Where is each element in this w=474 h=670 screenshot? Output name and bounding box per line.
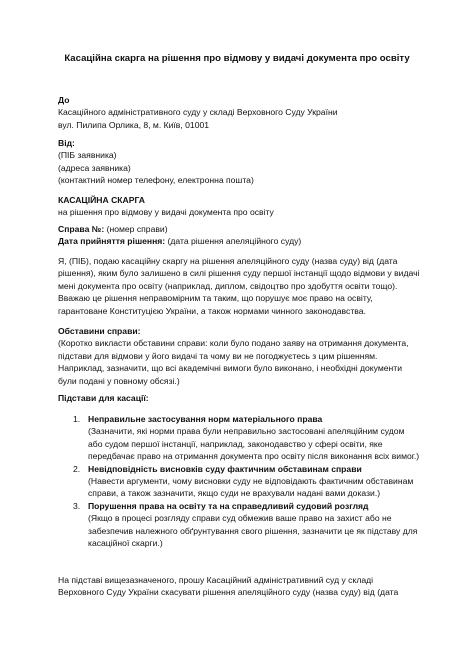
recipient-court: Касаційного адміністративного суду у складі Верховного Суду України — [58, 107, 338, 118]
intro-paragraph: Я, (ПІБ), подаю касаційну скаргу на рішення апеляційного суду (назва суду) від (дата рішення), яким було залишено в силі рішення суду першої інстанції щодо відмови у видачі мені документа про освіту (наприклад, диплом, свідоцтво про здобуття освіти тощо). Вважаю це рішення неправомірним та таким, що порушує моє право на освіту, гарантоване Конституцією України, а також нормами чинного законодавства. — [58, 256, 420, 316]
grounds-item-number: 2. — [73, 463, 81, 474]
circumstances-section — [58, 325, 420, 387]
decision-date-label: Дата прийняття рішення: — [58, 236, 166, 247]
sender-contacts: (контактний номер телефону, електронна пошта) — [58, 175, 254, 186]
complaint-heading — [58, 194, 420, 219]
grounds-section — [58, 392, 420, 404]
sender-block — [58, 137, 420, 187]
sender-name: (ПІБ заявника) — [58, 150, 117, 161]
decision-date-value: (дата рішення апеляційного суду) — [167, 236, 302, 247]
grounds-item — [58, 413, 420, 463]
grounds-item — [58, 500, 420, 550]
grounds-label: Підстави для касації: — [58, 393, 149, 403]
closing-paragraph: На підставі вищезазначеного, прошу Касаційний адміністративний суд у складі Верховного Суду України скасувати рішення апеляційного суду (назва суду) від (дата — [58, 575, 399, 598]
grounds-item-number: 1. — [73, 414, 81, 424]
complaint-title: КАСАЦІЙНА СКАРГА — [58, 195, 146, 205]
recipient-block — [58, 94, 420, 131]
grounds-item-number: 3. — [73, 500, 81, 511]
case-number-value: (номер справи) — [106, 224, 168, 234]
grounds-item-title: Порушення права на освіту та на справедливий судовий розгляд — [88, 500, 369, 511]
grounds-list — [58, 413, 420, 549]
circumstances-text: (Коротко викласти обставини справи: коли було подано заяву на отримання документа, підстави для відмови у його видачі та чому ви не погоджуєтесь з цим рішенням. Наприклад, зазначити, що всі академічні вимоги було виконано, і необхідні документи були подані у повному обсязі.) — [58, 338, 409, 386]
sender-address: (адреса заявника) — [58, 162, 131, 173]
grounds-item-text: (Зазначити, які норми права були неправильно застосовані апеляційним судом або судом першої інстанції, наприклад, законодавство у сфері освіти, яке передбачає право на отримання документа про освіту після виконання всіх вимог.) — [88, 426, 420, 462]
grounds-item-title: Неправильне застосування норм матеріального права — [88, 414, 323, 424]
recipient-address: вул. Пилипа Орлика, 8, м. Київ, 01001 — [58, 119, 210, 130]
grounds-item-title: Невідповідність висновків суду фактичним обставинам справи — [88, 463, 362, 474]
case-info — [58, 223, 420, 248]
recipient-label: До — [58, 95, 70, 105]
case-number-label: Справа №: — [58, 224, 105, 234]
grounds-item — [58, 463, 420, 500]
sender-label: Від: — [58, 138, 75, 148]
complaint-subtitle: на рішення про відмову у видачі документа про освіту — [58, 207, 274, 218]
circumstances-label: Обставини справи: — [58, 326, 141, 336]
grounds-item-text: (Навести аргументи, чому висновки суду не відповідають фактичним обставинам справи, а також зазначити, якщо суди не врахували надані вами докази.) — [88, 476, 414, 499]
document-title: Касаційна скарга на рішення про відмову у видачі документа про освіту — [64, 53, 410, 64]
grounds-item-text: (Якщо в процесі розгляду справи суд обмежив ваше право на захист або не забезпечив належного обґрунтування свого рішення, зазначити це як підставу для касаційної скарги.) — [88, 513, 418, 549]
